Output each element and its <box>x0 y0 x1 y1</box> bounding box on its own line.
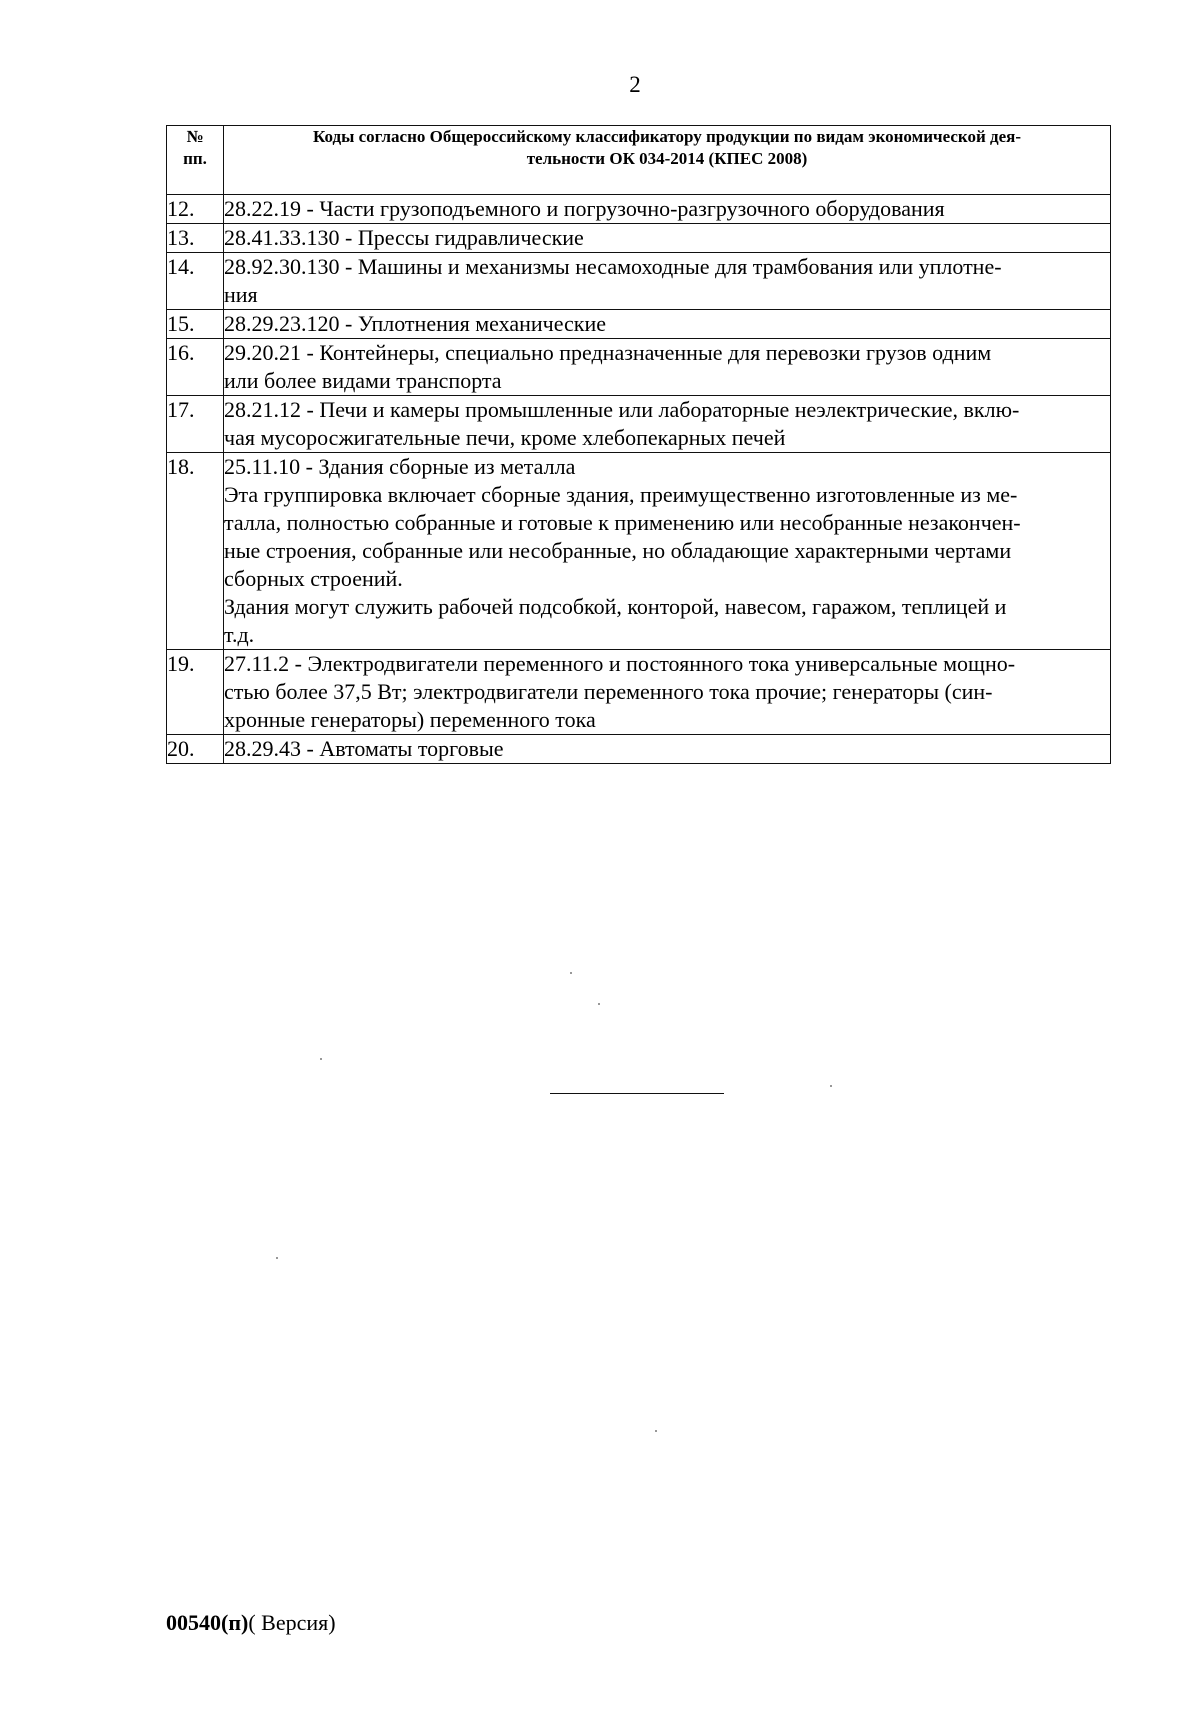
table-body <box>167 195 1111 764</box>
table-row <box>167 253 1111 310</box>
footer-doc-code: 00540(п) <box>166 1610 249 1635</box>
header-number-abbr: пп. <box>183 149 207 168</box>
header-codes-column <box>224 126 1111 195</box>
row-text-line: ные строения, собранные или несобранные, но обладающие характерными чертами <box>224 538 1012 563</box>
row-text-line: талла, полностью собранные и готовые к применению или несобранные незакончен- <box>224 510 1021 535</box>
end-divider-line <box>550 1093 724 1094</box>
table-row <box>167 396 1111 453</box>
row-code-description <box>224 650 1111 735</box>
row-text-line: Здания могут служить рабочей подсобкой, конторой, навесом, гаражом, теплицей и <box>224 594 1007 619</box>
footer-version-label: ( Версия) <box>248 1610 336 1635</box>
page-number: 2 <box>629 72 641 97</box>
header-codes-line-1: Коды согласно Общероссийскому классификатору продукции по видам экономической дея- <box>312 127 1021 146</box>
row-code-description <box>224 735 1111 764</box>
row-text-line: ния <box>224 282 258 307</box>
row-code-description <box>224 396 1111 453</box>
row-text-line: или более видами транспорта <box>224 368 502 393</box>
row-text-line: Эта группировка включает сборные здания, преимущественно изготовленные из ме- <box>224 482 1018 507</box>
row-number: 18. <box>167 453 224 650</box>
row-text-line: 28.21.12 - Печи и камеры промышленные или лабораторные неэлектрические, вклю- <box>224 397 1020 422</box>
row-text-line: 27.11.2 - Электродвигатели переменного и постоянного тока универсальные мощно- <box>224 651 1016 676</box>
table-row <box>167 195 1111 224</box>
row-number: 19. <box>167 650 224 735</box>
scan-speck <box>655 1430 657 1432</box>
row-number: 17. <box>167 396 224 453</box>
row-text-line: т.д. <box>224 622 255 647</box>
row-text-line: 29.20.21 - Контейнеры, специально предназначенные для перевозки грузов одним <box>224 340 992 365</box>
footer-document-id <box>166 1609 336 1637</box>
row-number: 14. <box>167 253 224 310</box>
table-row <box>167 310 1111 339</box>
scan-speck <box>276 1257 278 1259</box>
row-number: 13. <box>167 224 224 253</box>
row-code-description <box>224 253 1111 310</box>
row-number: 16. <box>167 339 224 396</box>
row-text-line: 28.22.19 - Части грузоподъемного и погрузочно-разгрузочного оборудования <box>224 196 945 221</box>
row-text-line: 28.92.30.130 - Машины и механизмы несамоходные для трамбования или уплотне- <box>224 254 1002 279</box>
table-row <box>167 224 1111 253</box>
row-code-description <box>224 224 1111 253</box>
row-text-line: 25.11.10 - Здания сборные из металла <box>224 454 576 479</box>
row-code-description <box>224 453 1111 650</box>
row-text-line: 28.29.43 - Автоматы торговые <box>224 736 504 761</box>
row-code-description <box>224 195 1111 224</box>
row-code-description <box>224 339 1111 396</box>
row-number: 20. <box>167 735 224 764</box>
row-text-line: 28.41.33.130 - Прессы гидравлические <box>224 225 584 250</box>
table-header-row <box>167 126 1111 195</box>
table-row <box>167 735 1111 764</box>
header-codes-line-2: тельности ОК 034-2014 (КПЕС 2008) <box>526 149 808 168</box>
row-text-line: сборных строений. <box>224 566 403 591</box>
row-text-line: чая мусоросжигательные печи, кроме хлебопекарных печей <box>224 425 786 450</box>
scan-speck <box>830 1085 832 1087</box>
table-row <box>167 339 1111 396</box>
row-text-line: стью более 37,5 Вт; электродвигатели переменного тока прочие; генераторы (син- <box>224 679 993 704</box>
row-code-description <box>224 310 1111 339</box>
scan-speck <box>570 972 572 974</box>
scan-speck <box>320 1058 322 1060</box>
row-text-line: хронные генераторы) переменного тока <box>224 707 596 732</box>
row-number: 15. <box>167 310 224 339</box>
table-row <box>167 453 1111 650</box>
header-number-symbol: № <box>186 127 204 146</box>
okpd-codes-table <box>166 125 1111 764</box>
header-number-column <box>167 126 224 195</box>
scan-speck <box>598 1003 600 1005</box>
row-number: 12. <box>167 195 224 224</box>
row-text-line: 28.29.23.120 - Уплотнения механические <box>224 311 607 336</box>
table-row <box>167 650 1111 735</box>
